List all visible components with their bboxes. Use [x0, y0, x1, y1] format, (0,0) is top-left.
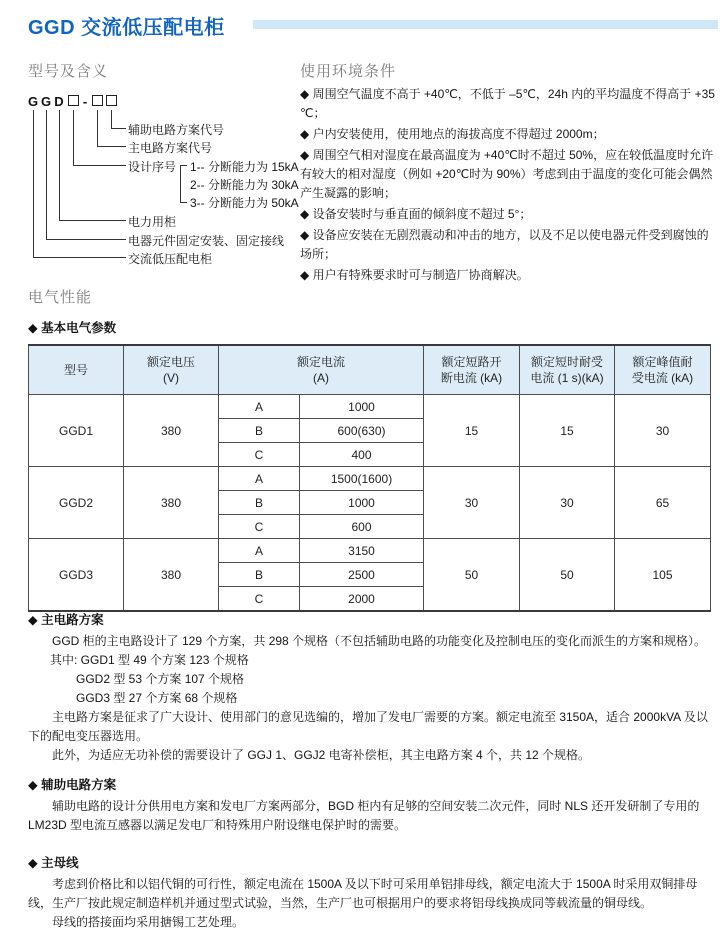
table-header-row: [29, 345, 711, 395]
header-peak-current: 额定峰值耐 受电流 (kA): [615, 345, 711, 395]
environment-section-heading: 使用环境条件: [300, 63, 397, 80]
current-value-cell: 2500: [300, 563, 424, 587]
header-rated-voltage: 额定电压 (V): [124, 345, 219, 395]
busbar-heading: ◆ 主母线: [28, 856, 79, 870]
lower-sections: [28, 611, 712, 932]
label-aux-circuit-code: 辅助电路方案代号: [128, 123, 225, 137]
model-section-heading: 型号及含义: [28, 63, 109, 80]
label-power-cabinet: 电力用柜: [128, 215, 177, 229]
main-circuit-heading: ◆ 主电路方案: [28, 613, 104, 627]
current-letter-cell: B: [219, 563, 300, 587]
code-char-g2: G: [41, 94, 52, 109]
label-lv-cabinet: 交流低压配电柜: [128, 252, 213, 266]
env-bullet: ◆ 周围空气温度不高于 +40℃，不低于 –5℃，24h 内的平均温度不得高于 +35 ℃；: [300, 87, 715, 120]
design-option-1: 1-- 分断能力为 15kA: [190, 160, 299, 174]
model-code-connector: [33, 110, 126, 258]
current-letter-cell: A: [219, 467, 300, 491]
label-main-circuit-code: 主电路方案代号: [128, 141, 213, 155]
code-char-hyphen: -: [82, 94, 88, 109]
current-letter-cell: B: [219, 419, 300, 443]
spec-table-body: [29, 395, 711, 612]
basic-parameters-label: ◆ 基本电气参数: [28, 321, 117, 335]
current-letter-cell: B: [219, 491, 300, 515]
current-value-cell: 600(630): [300, 419, 424, 443]
busbar-paragraph: 母线的搭接面均采用搪锡工艺处理。: [52, 915, 245, 929]
electrical-parameters-table: [28, 344, 711, 612]
main-circuit-paragraph: 主电路方案是征求了广大设计、使用部门的意见选编的，增加了发电厂需要的方案。额定电流至 3150A，适合 2000kVA 及以下的配电变压器选用。: [28, 710, 708, 743]
current-value-cell: 600: [300, 515, 424, 539]
header-withstand-current: 额定短时耐受 电流 (1 s)(kA): [520, 345, 615, 395]
aux-circuit-heading: ◆ 辅助电路方案: [28, 778, 117, 792]
code-box-aux-icon: [106, 95, 117, 106]
current-letter-cell: A: [219, 539, 300, 563]
environment-conditions-list: [300, 85, 718, 287]
table-row: [29, 467, 711, 491]
label-design-serial: 设计序号: [128, 160, 177, 174]
model-cell: GGD1: [29, 395, 124, 467]
electrical-section-heading: 电气性能: [28, 289, 93, 306]
peak-current-cell: 30: [615, 395, 711, 467]
aux-circuit-paragraph: 辅助电路的设计分供用电方案和发电厂方案两部分，BGD 柜内有足够的空间安装二次元件，同时 NLS 还开发研制了专用的 LM23D 型电流互感器以满足发电厂和特殊用户附设继电保护时的需要。: [28, 799, 700, 832]
header-model: 型号: [29, 345, 124, 395]
header-rated-current: 额定电流 (A): [219, 345, 424, 395]
env-bullet: ◆ 设备安装时与垂直面的倾斜度不超过 5°；: [300, 207, 532, 221]
model-code-diagram: [28, 94, 308, 266]
current-value-cell: 2000: [300, 587, 424, 612]
voltage-cell: 380: [124, 395, 219, 467]
current-letter-cell: C: [219, 515, 300, 539]
table-row: [29, 539, 711, 563]
current-letter-cell: C: [219, 443, 300, 467]
main-circuit-paragraph: GGD 柜的主电路设计了 129 个方案，共 298 个规格（不包括辅助电路的功能变化及控制电压的变化而派生的方案和规格）。: [52, 634, 707, 648]
design-options-bracket: [180, 165, 187, 203]
main-circuit-subline: GGD3 型 27 个方案 68 个规格: [76, 691, 238, 705]
breaking-current-cell: 50: [424, 539, 520, 612]
title-accent-bar: [253, 20, 718, 29]
withstand-current-cell: 15: [520, 395, 615, 467]
code-box-design-icon: [68, 95, 79, 106]
design-option-3: 3-- 分断能力为 50kA: [190, 196, 299, 210]
model-cell: GGD2: [29, 467, 124, 539]
current-value-cell: 1000: [300, 491, 424, 515]
breaking-current-cell: 30: [424, 467, 520, 539]
current-letter-cell: A: [219, 395, 300, 419]
env-bullet: ◆ 户内安装使用，使用地点的海拔高度不得超过 2000m；: [300, 127, 605, 141]
peak-current-cell: 105: [615, 539, 711, 612]
env-bullet: ◆ 设备应安装在无剧烈震动和冲击的地方，以及不足以使电器元件受到腐蚀的场所；: [300, 228, 709, 261]
voltage-cell: 380: [124, 539, 219, 612]
model-cell: GGD3: [29, 539, 124, 612]
page-title: GGD 交流低压配电柜: [28, 17, 225, 39]
main-circuit-subline: 其中: GGD1 型 49 个方案 123 个规格: [50, 653, 249, 667]
breaking-current-cell: 15: [424, 395, 520, 467]
header-breaking-current: 额定短路开 断电流 (kA): [424, 345, 520, 395]
table-row: [29, 395, 711, 419]
current-value-cell: 3150: [300, 539, 424, 563]
current-letter-cell: C: [219, 587, 300, 612]
peak-current-cell: 65: [615, 467, 711, 539]
code-char-g1: G: [28, 94, 39, 109]
main-circuit-subline: GGD2 型 53 个方案 107 个规格: [76, 672, 245, 686]
current-value-cell: 1000: [300, 395, 424, 419]
withstand-current-cell: 30: [520, 467, 615, 539]
current-value-cell: 400: [300, 443, 424, 467]
withstand-current-cell: 50: [520, 539, 615, 612]
voltage-cell: 380: [124, 467, 219, 539]
code-char-d: D: [54, 94, 64, 109]
env-bullet: ◆ 周围空气相对湿度在最高温度为 +40℃时不超过 50%，应在较低温度时允许有较大的相对湿度（例如 +20℃时为 90%）考虑到由于温度的变化可能会偶然产生凝露的影响；: [300, 148, 714, 200]
env-bullet: ◆ 用户有特殊要求时可与制造厂协商解决。: [300, 268, 529, 282]
design-option-2: 2-- 分断能力为 30kA: [190, 178, 299, 192]
code-box-main-icon: [92, 95, 103, 106]
main-circuit-paragraph: 此外，为适应无功补偿的需要设计了 GGJ 1、GGJ2 电寄补偿柜，其主电路方案 4 个，共 12 个规格。: [52, 748, 591, 762]
label-fixed-mount: 电器元件固定安装、固定接线: [128, 234, 285, 248]
busbar-paragraph: 考虑到价格比和以铝代铜的可行性，额定电流在 1500A 及以下时可采用单铝排母线，额定电流大于 1500A 时采用双铜排母线，生产厂按此规定制造样机并通过型式试验，当然，生产厂也可根据用户的要求将铝母线换成同等载流量的铜母线。: [28, 877, 698, 910]
current-value-cell: 1500(1600): [300, 467, 424, 491]
